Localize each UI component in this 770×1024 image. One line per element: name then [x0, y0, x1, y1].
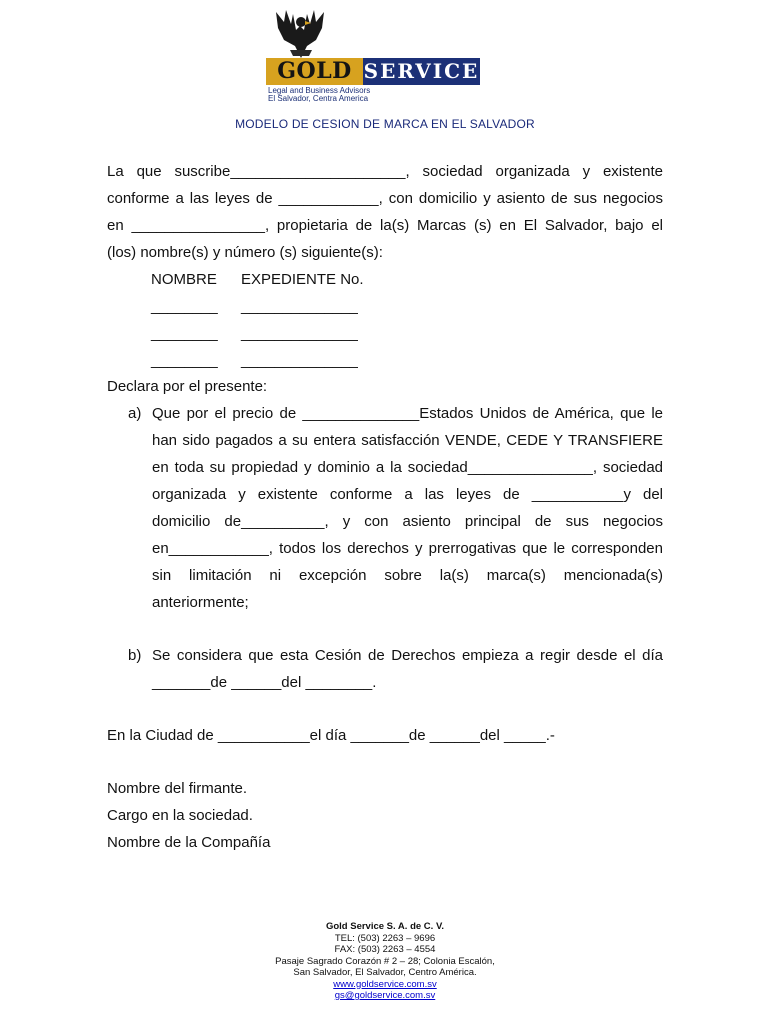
footer-fax: FAX: (503) 2263 – 4554	[334, 944, 436, 955]
logo-service-text: SERVICE	[363, 59, 480, 83]
table-cell-name: ________	[151, 352, 218, 369]
table-cell-name: ________	[151, 325, 218, 342]
eagle-icon	[276, 6, 326, 62]
clause-b-marker: b)	[128, 647, 142, 664]
signer-company: Nombre de la Compañía	[107, 834, 271, 851]
document-title: MODELO DE CESION DE MARCA EN EL SALVADOR	[235, 117, 535, 131]
clause-a-line: organizada y existente conforme a las leyes de ___________y del	[152, 486, 663, 503]
footer-website-link[interactable]: www.goldservice.com.sv	[333, 978, 437, 990]
table-cell-file: ______________	[241, 352, 358, 369]
footer	[0, 921, 770, 1002]
clause-a-line: en____________, todos los derechos y prerrogativas que le corresponden	[152, 540, 663, 557]
declares-heading: Declara por el presente:	[107, 378, 268, 395]
signer-name: Nombre del firmante.	[107, 780, 248, 797]
table-cell-name: ________	[151, 298, 218, 315]
clause-a-line: en toda su propiedad y dominio a la sociedad_______________, sociedad	[152, 459, 663, 476]
table-cell-file: ______________	[241, 298, 358, 315]
footer-address: San Salvador, El Salvador, Centro América.	[293, 967, 477, 978]
table-cell-file: ______________	[241, 325, 358, 342]
clause-a-line: han sido pagados a su entera satisfacción VENDE, CEDE Y TRANSFIERE	[152, 432, 663, 449]
footer-address: Pasaje Sagrado Corazón # 2 – 28; Colonia Escalón,	[275, 955, 495, 967]
footer-company: Gold Service S. A. de C. V.	[325, 921, 445, 932]
signer-position: Cargo en la sociedad.	[107, 807, 253, 824]
intro-line: La que suscribe_____________________, sociedad organizada y existente	[107, 163, 663, 180]
clause-a-line: domicilio de__________, y con asiento principal de sus negocios	[152, 513, 663, 530]
table-header-file: EXPEDIENTE No.	[241, 271, 364, 288]
footer-email-link[interactable]: gs@goldservice.com.sv	[334, 990, 436, 1001]
table-header-name: NOMBRE	[151, 271, 217, 288]
clause-a-line: Que por el precio de ______________Estados Unidos de América, que le	[152, 405, 663, 422]
city-date-line: En la Ciudad de ___________el día _______de ______del _____.-	[107, 727, 555, 744]
footer-tel: TEL: (503) 2263 – 9696	[334, 932, 436, 944]
intro-line: en ________________, propietaria de la(s) Marcas (s) en El Salvador, bajo el	[107, 217, 663, 234]
logo-gold-text: GOLD	[266, 58, 363, 85]
clause-a-marker: a)	[128, 405, 142, 422]
logo-tagline: Legal and Business Advisors	[268, 86, 371, 95]
intro-line: (los) nombre(s) y número (s) siguiente(s):	[107, 244, 383, 261]
clause-a-line: anteriormente;	[152, 594, 249, 611]
intro-line: conforme a las leyes de ____________, con domicilio y asiento de sus negocios	[107, 190, 663, 207]
logo-location: El Salvador, Centra America	[268, 94, 369, 103]
company-logo	[266, 6, 482, 103]
clause-b-line: Se considera que esta Cesión de Derechos empieza a regir desde el día	[152, 647, 663, 664]
clause-a-line: sin limitación ni excepción sobre la(s) marca(s) mencionada(s)	[152, 567, 663, 584]
clause-b-line: _______de ______del ________.	[152, 674, 377, 691]
